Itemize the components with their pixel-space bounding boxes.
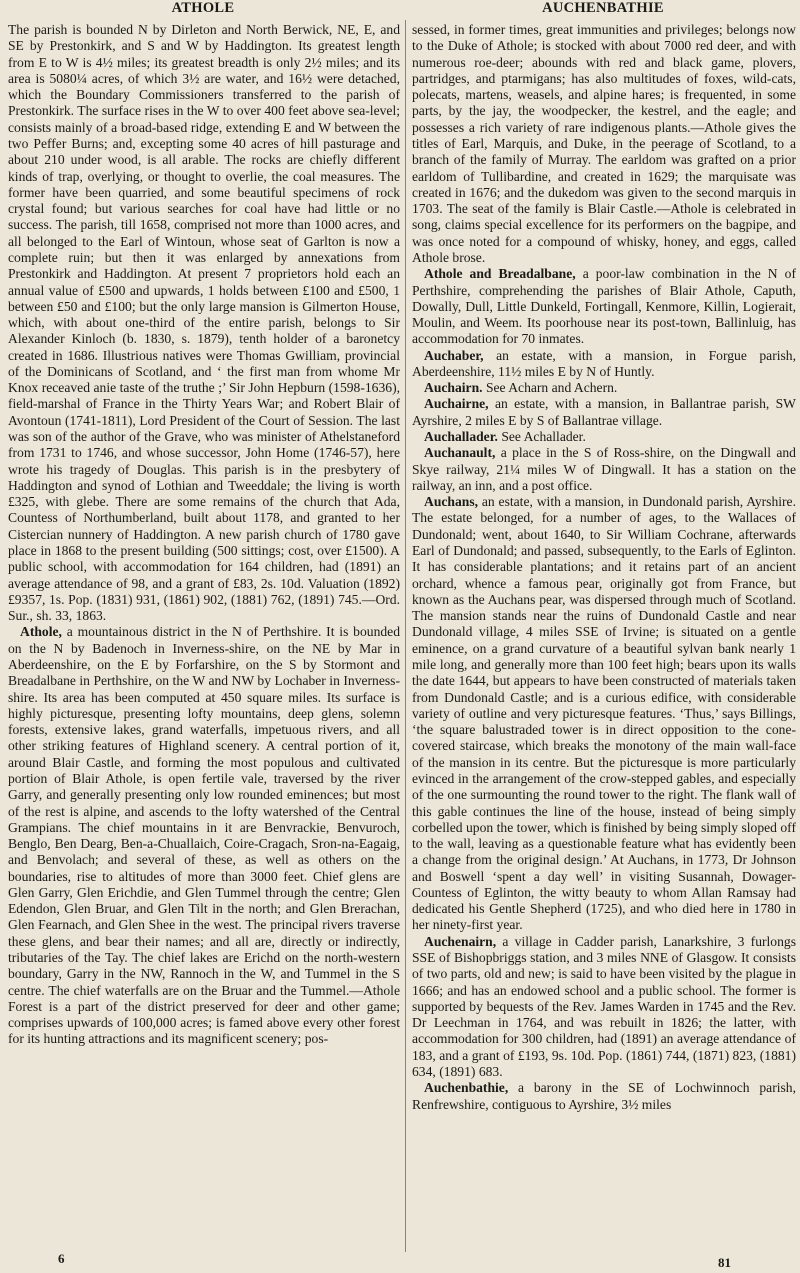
left-column [8, 22, 400, 1250]
column-divider [405, 20, 406, 1252]
entry-paragraph [412, 445, 796, 494]
entry-text: a poor-law combination in the N of Perthshire, comprehending the parishes of Blair Athole, Caputh, Dowally, Dull, Little Dunkeld, Fortingall, Kenmore, Killin, Logierait, Moulin, and Weem. Its poorhouse near its post-town, Ballinluig, has accommodation for 70 inmates. [412, 266, 796, 347]
entry-term: Auchairne, [424, 396, 489, 412]
entry-paragraph [412, 1080, 796, 1113]
entry-paragraph [412, 934, 796, 1081]
left-page-number: 6 [58, 1251, 65, 1266]
entry-text: an estate, with a mansion, in Ballantrae parish, SW Ayrshire, 2 miles E by S of Ballantrae village. [412, 396, 796, 428]
entry-paragraph [412, 266, 796, 347]
entry-paragraph [412, 348, 796, 381]
entry-text: See Achallader. [501, 429, 586, 445]
entry-text: a village in Cadder parish, Lanarkshire, 3 furlongs SSE of Bishopbriggs station, and 3 miles NNE of Glasgow. It consists of two parts, old and new; is said to have been visited by the plague in 1666; and has an endowed school and a public school. The former is supported by bequests of the Rev. James Warden in 1745 and the Rev. Dr Leechman in 1764, and was rebuilt in 1826; the latter, with accommodation for 300 children, had (1891) an average attendance of 183, and a grant of £193, 9s. 10d. Pop. (1861) 744, (1871) 823, (1881) 634, (1891) 683. [412, 933, 796, 1079]
left-running-title: ATHOLE [171, 0, 235, 16]
entry-paragraph [412, 429, 796, 445]
entry-term: Athole and Breadalbane, [424, 266, 576, 282]
entry-text: See Acharn and Achern. [485, 380, 618, 396]
entry-paragraph [412, 22, 796, 266]
entry-paragraph [412, 396, 796, 429]
running-header [0, 0, 800, 22]
entry-text: sessed, in former times, great immunities and privileges; belongs now to the Duke of Athole; is stocked with about 7000 red deer, and with numerous roe-deer; abounds with red and black game, plovers, partridges, and ptarmigans; has also multitudes of foxes, wild-cats, polecats, martens, weasels, and alpine hares; is frequented, in some parts, by the jay, the woodpecker, the kestrel, and the eagle; and possesses a rich variety of rare indigenous plants.—Athole gives the titles of Earl, Marquis, and Duke, in the peerage of Scotland, to a branch of the family of Murray. The earldom was grafted on a prior earldom of Tullibardine, and created in 1629; the marquisate was created in 1676; and the dukedom was given to the second marquis in 1703. The seat of the family is Blair Castle.—Athole is celebrated in song, claims special excellence for its performers on the bagpipe, and was once noted for a compound of whisky, honey, and eggs, called Athole brose. [412, 22, 796, 265]
entry-paragraph [412, 380, 796, 396]
entry-text: a mountainous district in the N of Perthshire. It is bounded on the N by Badenoch in Inverness-shire, on the NE by Mar in Aberdeenshire, on the E by Forfarshire, on the S by Stormont and Breadalbane in Perthshire, on the W and NW by Lochaber in Inverness-shire. Its area has been computed at 450 square miles. Its surface is highly picturesque, presenting lofty mountains, deep glens, solemn forests, extensive lakes, grand waterfalls, impetuous rivers, and all other striking features of Highland scenery. A central portion of it, around Blair Castle, and forming the most populous and cultivated portion of Blair Athole, is open fertile vale, traversed by the river Garry, and generally presenting only low rounded eminences; but most of the rest is alpine, and ascends to the lofty watershed of the Central Grampians. The chief mountains in it are Benvrackie, Benvuroch, Benglo, Ben Dearg, Ben-a-Chuallaich, Coire-Cragach, Sron-na-Eagaig, and Benvolach; and several of these, as well as others on the boundaries, rise to altitudes of more than 3000 feet. Chief glens are Glen Garry, Glen Erichdie, and Glen Tummel through the centre; Glen Edendon, Glen Bruar, and Glen Tilt in the north; and Glen Brerachan, Glen Fearnach, and Glen Shee in the west. The principal rivers traverse these glens, and bear their names; and all are, directly or indirectly, tributaries of the Tay. The chief lakes are Erichd on the north-western boundary, Garry in the NW, Rannoch in the W, and Tummel in the S centre. The chief waterfalls are on the Bruar and the Tummel.—Athole Forest is a part of the district preserved for deer and other game; comprises upwards of 100,000 acres; is famed above every other forest for its hunting attractions and its magnificent scenery; pos- [8, 624, 400, 1047]
entry-paragraph [8, 624, 400, 1047]
entry-term: Auchaber, [424, 347, 484, 363]
entry-term: Auchenairn, [424, 933, 497, 949]
right-page-number: 81 [718, 1255, 731, 1270]
entry-term: Auchans, [424, 494, 479, 510]
right-column [412, 22, 796, 1250]
entry-text: an estate, with a mansion, in Dundonald parish, Ayrshire. The estate belonged, for a number of ages, to the Wallaces of Dundonald; went, about 1640, to Sir William Cochrane, afterwards Earl of Dundonald; and passed, subsequently, to the Earls of Eglinton. It has considerable plantations; and it retains part of an ancient orchard, whence a famous pear, originally got from France, but known as the Auchans pear, was dispersed through much of Scotland. The mansion stands near the ruins of Dundonald Castle and near Dundonald village, 4 miles SSE of Irvine; is situated on a gentle eminence, on a grand curvature of a beautiful sylvan bank nearly 1 mile long, and generally more than 100 feet high; bears upon its walls the date 1644, but appears to have been constructed of materials taken from Dundonald Castle; and is a curious edifice, with considerable variety of outline and very picturesque features. ‘Thus,’ says Billings, ‘the square balustraded tower is in direct opposition to the cone-covered staircase, which breaks the monotony of the main wall-face of the mansion in its centre. But the picturesque is more particularly evinced in the arrangement of the crow-stepped gables, and especially of the one surmounting the round tower to the right. The flank wall of this gable continues the line of the house, instead of being simply corbelled upon the tower, which is finished by being simply sloped off to the wall, leaving as a questionable feature what has evidently been a change from the original design.’ At Auchans, in 1773, Dr Johnson and Boswell ‘spent a day well’ in visiting Susannah, Dowager-Countess of Eglinton, the witty beauty to whom Allan Ramsay had dedicated his Gentle Shepherd (1725), and who died here in 1780 in her ninety-first year. [412, 494, 796, 933]
entry-text: The parish is bounded N by Dirleton and North Berwick, NE, E, and SE by Prestonkirk, and S and W by Haddington. Its greatest length from E to W is 4½ miles; its greatest breadth is only 2½ miles; and its area is 5080¼ acres, of which 3½ are water, and 16½ were detached, which the Boundary Commissioners transferred to the parish of Prestonkirk. The surface rises in the W to over 400 feet above sea-level; consists mainly of a broad-based ridge, extending E and W between the two Peffer Burns; and, excepting some 40 acres of hill pasturage and about 210 under wood, is all arable. The rocks are chiefly different kinds of trap, overlying, or thought to overlie, the coal measures. The former have been quarried, and some beautiful specimens of rock crystal found; but various searches for coal have had little or no success. The parish, till 1658, comprised not more than 1000 acres, and all belonged to the Earl of Wintoun, whose seat of Garlton is now a complete ruin; but then it was enlarged by annexations from Prestonkirk and Haddington. At present 7 proprietors hold each an annual value of £500 and upwards, 1 holds between £100 and £500, 1 between £50 and £100; but the only large mansion is Gilmerton House, which, with about one-third of the entire parish, belongs to Sir Alexander Kinloch (b. 1830, s. 1879), tenth holder of a baronetcy created in 1686. Illustrious natives were Thomas Gwilliam, provincial of the Dominicans of Scotland, and ‘ the first man from whome Mr Knox receaved anie taste of the truthe ;’ Sir John Hepburn (1598-1636), field-marshal of France in the Thirty Years War; and Robert Blair of Avontoun (1741-1811), Lord President of the Court of Session. The last was son of the author of the Grave, who was minister of Athelstaneford from 1731 to 1746, and whose successor, John Home (1746-57), here wrote his tragedy of Douglas. This parish is in the presbytery of Haddington and synod of Lothian and Tweeddale; the living is worth £325, with glebe. There are some remains of the church that Ada, Countess of Northumberland, built about 1178, and granted to her Cistercian nunnery of Haddington. A new parish church of 1780 gave place in 1868 to the present building (500 sittings; cost, over £1500). A public school, with accommodation for 164 children, had (1891) an average attendance of 98, and a grant of £83, 2s. 10d. Valuation (1892) £9357, 1s. Pop. (1831) 931, (1861) 902, (1881) 762, (1891) 745.—Ord. Sur., sh. 33, 1863. [8, 22, 400, 624]
entry-paragraph [412, 494, 796, 934]
entry-term: Auchanault, [424, 445, 496, 461]
entry-term: Auchairn. [424, 380, 483, 396]
entry-term: Auchenbathie, [424, 1080, 509, 1096]
entry-text: a barony in the SE of Lochwinnoch parish, Renfrewshire, contiguous to Ayrshire, 3½ miles [412, 1080, 796, 1112]
right-running-title: AUCHENBATHIE [542, 0, 664, 16]
entry-term: Athole, [20, 624, 62, 640]
page-footer [0, 1251, 800, 1273]
entry-text: an estate, with a mansion, in Forgue parish, Aberdeenshire, 11½ miles E by N of Huntly. [412, 347, 796, 379]
entry-paragraph [8, 22, 400, 624]
entry-text: a place in the S of Ross-shire, on the Dingwall and Skye railway, 21¼ miles W of Dingwall. It has a station on the railway, an inn, and a post office. [412, 445, 796, 493]
entry-term: Auchallader. [424, 429, 498, 445]
